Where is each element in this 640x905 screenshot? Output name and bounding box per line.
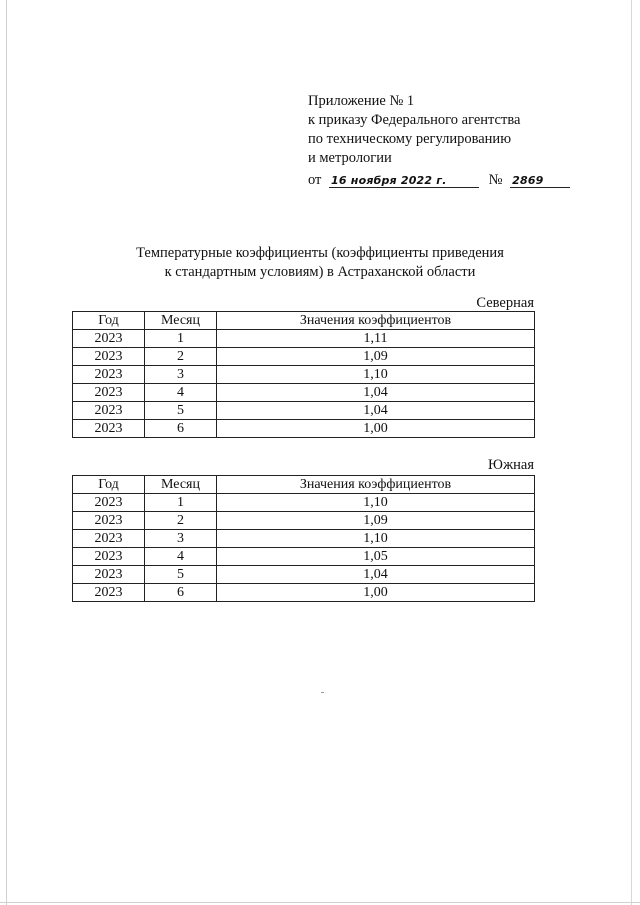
cell-year: 2023: [73, 530, 145, 548]
cell-value: 1,09: [217, 348, 535, 366]
title-line: Температурные коэффициенты (коэффициенты приведения: [136, 245, 504, 261]
cell-value: 1,00: [217, 584, 535, 602]
appendix-line: к приказу Федерального агентства: [308, 112, 521, 128]
table-row: [73, 420, 535, 438]
coefficients-table-south: [72, 475, 535, 602]
handwritten-date: 16 ноября 2022 г.: [329, 174, 479, 188]
region-label-south: Южная: [488, 457, 534, 473]
table-row: [73, 366, 535, 384]
header-value: Значения коэффициентов: [217, 476, 535, 494]
cell-month: 3: [145, 530, 217, 548]
table-row: [73, 402, 535, 420]
appendix-line: и метрологии: [308, 150, 392, 166]
cell-year: 2023: [73, 348, 145, 366]
cell-month: 6: [145, 420, 217, 438]
appendix-line: Приложение № 1: [308, 93, 415, 109]
cell-value: 1,00: [217, 420, 535, 438]
header-month: Месяц: [145, 476, 217, 494]
number-label: №: [488, 172, 503, 188]
cell-month: 1: [145, 330, 217, 348]
header-month: Месяц: [145, 312, 217, 330]
cell-year: 2023: [73, 566, 145, 584]
header-year: Год: [73, 476, 145, 494]
cell-month: 3: [145, 366, 217, 384]
header-year: Год: [73, 312, 145, 330]
cell-month: 2: [145, 512, 217, 530]
cell-value: 1,04: [217, 402, 535, 420]
cell-year: 2023: [73, 548, 145, 566]
cell-year: 2023: [73, 584, 145, 602]
handwritten-number: 2869: [510, 174, 570, 188]
cell-month: 1: [145, 494, 217, 512]
table-row: [73, 548, 535, 566]
cell-month: 4: [145, 384, 217, 402]
cell-value: 1,04: [217, 384, 535, 402]
table-row: [73, 330, 535, 348]
cell-year: 2023: [73, 512, 145, 530]
table-row: [73, 512, 535, 530]
appendix-header: [308, 92, 520, 168]
cell-year: 2023: [73, 366, 145, 384]
cell-year: 2023: [73, 494, 145, 512]
cell-month: 6: [145, 584, 217, 602]
table-row: [73, 384, 535, 402]
cell-value: 1,11: [217, 330, 535, 348]
region-label-north: Северная: [476, 295, 534, 311]
scan-speck: [321, 692, 324, 693]
cell-year: 2023: [73, 330, 145, 348]
from-label: от: [308, 172, 322, 188]
table-row: [73, 494, 535, 512]
table-row: [73, 348, 535, 366]
table-header-row: [73, 476, 535, 494]
cell-month: 2: [145, 348, 217, 366]
table-row: [73, 566, 535, 584]
header-value: Значения коэффициентов: [217, 312, 535, 330]
title-line: к стандартным условиям) в Астраханской области: [164, 264, 476, 280]
cell-month: 4: [145, 548, 217, 566]
cell-value: 1,04: [217, 566, 535, 584]
cell-value: 1,10: [217, 530, 535, 548]
appendix-line: по техническому регулированию: [308, 131, 512, 147]
table-row: [73, 584, 535, 602]
cell-year: 2023: [73, 384, 145, 402]
coefficients-table-north: [72, 311, 535, 438]
cell-value: 1,10: [217, 366, 535, 384]
page-edge-bottom: [0, 902, 640, 903]
table-header-row: [73, 312, 535, 330]
cell-month: 5: [145, 402, 217, 420]
table-row: [73, 530, 535, 548]
order-reference: [308, 172, 570, 189]
cell-value: 1,05: [217, 548, 535, 566]
cell-value: 1,10: [217, 494, 535, 512]
document-title: [80, 244, 560, 282]
page-edge-right: [631, 0, 632, 905]
cell-month: 5: [145, 566, 217, 584]
cell-year: 2023: [73, 402, 145, 420]
cell-value: 1,09: [217, 512, 535, 530]
cell-year: 2023: [73, 420, 145, 438]
page-edge-left: [6, 0, 7, 905]
